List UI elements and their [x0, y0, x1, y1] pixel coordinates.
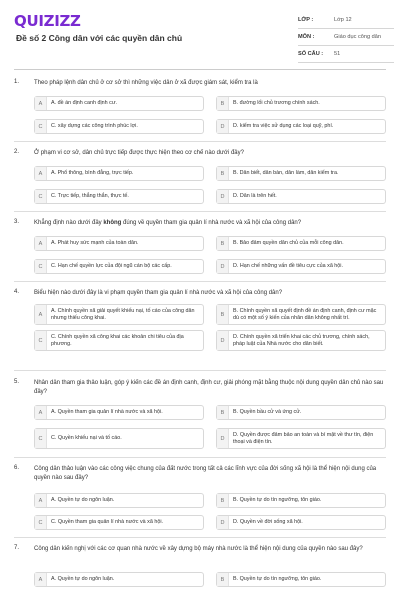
- question-number: 7.: [14, 545, 20, 551]
- option-letter: D: [217, 190, 229, 203]
- quizizz-logo[interactable]: QUIZIZZ: [14, 12, 81, 30]
- option-text: A. Quyền tự do ngôn luận.: [51, 576, 115, 583]
- worksheet-header: [0, 0, 400, 70]
- option-text: C. Quyền tham gia quản lí nhà nước và xã hội.: [51, 519, 164, 526]
- option-c[interactable]: [34, 330, 204, 351]
- option-d[interactable]: [216, 189, 386, 204]
- meta-count-value: 51: [334, 51, 341, 57]
- question-divider: [14, 457, 386, 458]
- option-d[interactable]: [216, 259, 386, 274]
- option-b[interactable]: [216, 405, 386, 420]
- option-a[interactable]: [34, 405, 204, 420]
- option-letter: A: [35, 573, 47, 586]
- question-text: Theo pháp lệnh dân chủ ở cơ sở thì những việc dân ở xã được giám sát, kiểm tra là: [34, 80, 258, 86]
- question-text-emphasis: không: [103, 220, 122, 226]
- option-d[interactable]: [216, 515, 386, 530]
- option-a[interactable]: [34, 304, 204, 325]
- option-letter: B: [217, 573, 229, 586]
- option-c[interactable]: [34, 515, 204, 530]
- option-a[interactable]: [34, 96, 204, 111]
- option-letter: B: [217, 494, 229, 507]
- option-text: D. Dân là trên hết.: [233, 193, 277, 200]
- option-b[interactable]: [216, 236, 386, 251]
- meta-subject-value: Giáo dục công dân: [334, 34, 381, 40]
- option-d[interactable]: [216, 119, 386, 134]
- option-text: A. Quyền tự do ngôn luận.: [51, 497, 115, 504]
- question-divider: [14, 281, 386, 282]
- option-a[interactable]: [34, 236, 204, 251]
- option-text: D. Hạn chế những vấn đề tiêu cực của xã hội.: [233, 263, 344, 270]
- question-text: Biểu hiện nào dưới đây là vi phạm quyền tham gia quản lí nhà nước và xã hội của công dân?: [34, 290, 283, 296]
- option-a[interactable]: [34, 166, 204, 181]
- question-divider: [14, 370, 386, 371]
- question-number: 4.: [14, 289, 20, 295]
- option-b[interactable]: [216, 166, 386, 181]
- option-letter: A: [35, 406, 47, 419]
- option-text: B. đường lối chủ trương chính sách.: [233, 100, 320, 107]
- question-divider: [14, 211, 386, 212]
- option-d[interactable]: [216, 330, 386, 351]
- option-letter: A: [35, 97, 47, 110]
- question-text: [34, 219, 386, 228]
- question-number: 5.: [14, 379, 20, 385]
- option-text: A. Chính quyền xã giải quyết khiếu nại, tố cáo của công dân nhưng thiếu công khai.: [51, 308, 195, 321]
- option-text: B. Dân biết, dân bàn, dân làm, dân kiểm tra.: [233, 170, 339, 177]
- meta-grade: [298, 12, 394, 29]
- meta-grade-value: Lớp 12: [334, 17, 352, 23]
- option-letter: B: [217, 305, 229, 324]
- question-number: 1.: [14, 79, 20, 85]
- option-text: B. Quyền bầu cử và ứng cử.: [233, 409, 302, 416]
- option-c[interactable]: [34, 428, 204, 449]
- option-b[interactable]: [216, 493, 386, 508]
- question-number: 3.: [14, 219, 20, 225]
- option-text: D. Quyền được đảm bảo an toàn và bí mật về thư tín, điện thoại và điện tín.: [233, 432, 374, 445]
- option-letter: A: [35, 494, 47, 507]
- option-c[interactable]: [34, 189, 204, 204]
- option-letter: C: [35, 260, 47, 273]
- option-c[interactable]: [34, 119, 204, 134]
- option-letter: B: [217, 237, 229, 250]
- option-letter: C: [35, 120, 47, 133]
- question-text: Công dân kiến nghị với các cơ quan nhà nước về xây dựng bộ máy nhà nước là thể hiện nội dung của quyền nào sau đây?: [34, 546, 363, 552]
- question-number: 2.: [14, 149, 20, 155]
- option-letter: D: [217, 120, 229, 133]
- option-letter: A: [35, 305, 47, 324]
- option-b[interactable]: [216, 96, 386, 111]
- header-divider: [14, 69, 386, 70]
- option-letter: B: [217, 406, 229, 419]
- question-text-start: Khẳng định nào dưới đây: [34, 220, 104, 226]
- option-text: D. Chính quyền xã triển khai các chủ trương, chính sách, pháp luật của Nhà nước cho dân biết.: [233, 334, 370, 347]
- option-letter: D: [217, 331, 229, 350]
- option-text: C. Quyền khiếu nại và tố cáo.: [51, 435, 122, 442]
- meta-count-label: SỐ CÂU :: [298, 51, 324, 57]
- option-text: B. Quyền tự do tín ngưỡng, tôn giáo.: [233, 576, 322, 583]
- option-text: C. xây dựng các công trình phúc lợi.: [51, 123, 138, 130]
- option-text: D. kiểm tra việc sử dụng các loại quỹ, phí.: [233, 123, 334, 130]
- option-letter: D: [217, 516, 229, 529]
- option-c[interactable]: [34, 259, 204, 274]
- option-text: C. Hạn chế quyền lực của đội ngũ cán bộ các cấp.: [51, 263, 172, 270]
- question-text: Nhân dân tham gia thảo luận, góp ý kiến các đề án định canh, định cư, giải phóng mặt bằng thuộc nội dung quyền dân chủ nào sau đây?: [34, 380, 384, 395]
- option-text: B. Bảo đảm quyền dân chủ của mỗi công dân.: [233, 240, 344, 247]
- option-d[interactable]: [216, 428, 386, 449]
- option-letter: A: [35, 167, 47, 180]
- meta-subject: [298, 29, 394, 46]
- option-letter: C: [35, 516, 47, 529]
- meta-grade-label: LỚP :: [298, 17, 314, 23]
- option-letter: D: [217, 260, 229, 273]
- option-letter: C: [35, 190, 47, 203]
- option-letter: B: [217, 97, 229, 110]
- option-text: A. Phát huy sức mạnh của toàn dân.: [51, 240, 139, 247]
- option-a[interactable]: [34, 493, 204, 508]
- worksheet-title: Đề số 2 Công dân với các quyền dân chủ: [16, 33, 183, 43]
- meta-question-count: [298, 46, 394, 63]
- question-divider: [14, 537, 386, 538]
- option-text: C. Trực tiếp, thẳng thắn, thực tế.: [51, 193, 129, 200]
- question-text: Công dân thảo luận vào các công việc chung của đất nước trong tất cả các lĩnh vực của đời sống xã hội là thể hiện nội dung của quyền nào sau đây?: [34, 466, 377, 481]
- option-text: B. Quyền tự do tín ngưỡng, tôn giáo.: [233, 497, 322, 504]
- meta-subject-label: MÔN :: [298, 34, 315, 40]
- option-letter: B: [217, 167, 229, 180]
- option-b[interactable]: [216, 572, 386, 587]
- option-text: A. đề án định canh định cư.: [51, 100, 117, 107]
- option-letter: A: [35, 237, 47, 250]
- option-text: B. Chính quyền xã quyết định đề án định canh, định cư mặc dù có một số ý kiến của nhân dân không nhất trí.: [233, 308, 377, 321]
- option-text: A. Phổ thông, bình đẳng, trực tiếp.: [51, 170, 134, 177]
- option-letter: D: [217, 429, 229, 448]
- option-letter: C: [35, 429, 47, 448]
- option-text: A. Quyền tham gia quản lí nhà nước và xã hội.: [51, 409, 163, 416]
- option-text: C. Chính quyền xã công khai các khoản chi tiêu của địa phương.: [51, 334, 184, 347]
- option-letter: C: [35, 331, 47, 350]
- question-divider: [14, 141, 386, 142]
- question-text-end: đúng về quyền tham gia quản lí nhà nước và xã hội của công dân?: [121, 220, 302, 226]
- question-number: 6.: [14, 465, 20, 471]
- option-text: D. Quyền về đời sống xã hội.: [233, 519, 303, 526]
- question-text: Ở phạm vi cơ sở, dân chủ trực tiếp được thực hiện theo cơ chế nào dưới đây?: [34, 150, 244, 156]
- option-b[interactable]: [216, 304, 386, 325]
- option-a[interactable]: [34, 572, 204, 587]
